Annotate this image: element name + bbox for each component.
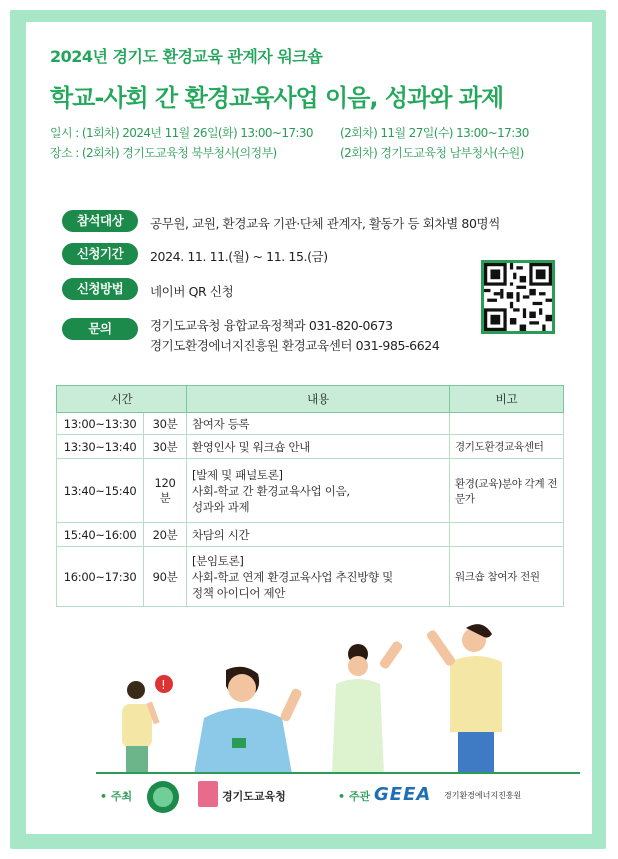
contact-pill: 문의: [62, 318, 138, 340]
organizer-label: • 주관: [338, 790, 371, 803]
person-left: [122, 675, 173, 774]
col-header-time: 시간: [57, 386, 187, 413]
organizer-name: 경기환경에너지진흥원: [444, 791, 522, 800]
event-subtitle: 2024년 경기도 환경교육 관계자 워크숍: [50, 47, 323, 66]
attendees-text: 공무원, 교원, 환경교육 기관·단체 관계자, 활동가 등 회차별 80명씩: [150, 216, 500, 231]
contact-text-1: 경기도교육청 융합교육정책과 031-820-0673: [150, 318, 393, 333]
host-seal-icon: [146, 780, 180, 814]
person-center: [194, 667, 303, 774]
col-header-content: 내용: [186, 386, 449, 413]
table-row: 13:40~15:40 120분 [발제 및 패널토론] 사회-학교 간 환경교육사업 이음, 성과와 과제 환경(교육)분야 각계 전문가: [57, 459, 564, 523]
svg-text:!: !: [161, 678, 166, 692]
person-right: [425, 624, 502, 774]
host-badge-icon: [198, 781, 218, 807]
method-pill: 신청방법: [62, 278, 138, 300]
host-name: 경기도교육청: [222, 790, 286, 803]
footer-divider: [96, 772, 580, 774]
table-row: 15:40~16:00 20분 차담의 시간: [57, 523, 564, 547]
qr-code-icon: [484, 263, 552, 331]
attendees-pill: 참석대상: [62, 210, 138, 232]
period-pill: 신청기간: [62, 243, 138, 265]
event-title: 학교-사회 간 환경교육사업 이음, 성과와 과제: [50, 84, 504, 112]
period-text: 2024. 11. 11.(월) ~ 11. 15.(금): [150, 249, 328, 264]
table-row: 13:00~13:30 30분 참여자 등록: [57, 413, 564, 435]
col-header-note: 비고: [449, 386, 563, 413]
host-label: • 주최: [100, 790, 133, 803]
contact-text-2: 경기도환경에너지진흥원 환경교육센터 031-985-6624: [150, 338, 440, 353]
table-row: 16:00~17:30 90분 [분임토론] 사회-학교 연계 환경교육사업 추진방향 및 정책 아이디어 제안 워크숍 참여자 전원: [57, 547, 564, 607]
method-text: 네이버 QR 신청: [150, 284, 234, 299]
person-right-center: [332, 640, 404, 774]
schedule-table: [56, 385, 564, 607]
people-illustration: [96, 618, 526, 774]
table-row: 13:30~13:40 30분 환영인사 및 워크숍 안내 경기도환경교육센터: [57, 435, 564, 459]
organizer-logo: GEEA: [374, 784, 432, 805]
qr-code[interactable]: [481, 260, 555, 334]
